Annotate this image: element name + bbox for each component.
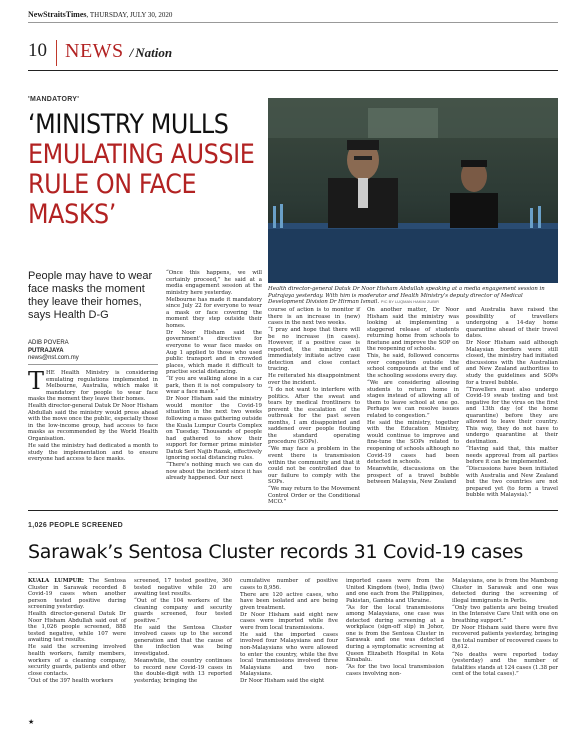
story2-lead: KUALA LUMPUR: The Sentosa Cluster in Sarawak recorded 8 Covid-19 cases when another person tested positive during screening yesterday. [28, 578, 126, 611]
body-paragraph: There are 120 active cases, who have been isolated and are being given treatment. [240, 591, 338, 611]
body-paragraph: He said the imported cases involved four Malaysians and four non-Malaysians who were allowed to enter the country, while the five local transmissions involved three Malaysians and two non-Malaysians. [240, 631, 338, 678]
body-paragraph: course of action is to monitor if there is an increase in (new) cases in the next two weeks. [268, 307, 360, 327]
story1-column-4 [367, 307, 459, 486]
body-paragraph: He said the ministry had dedicated a month to study the implementation and to ensure everyone had access to face masks. [28, 443, 158, 463]
star-icon: ★ [28, 718, 35, 726]
body-paragraph: “Out of the 397 health workers [28, 677, 114, 684]
story2-headline: Sarawak’s Sentosa Cluster records 31 Covid-19 cases [28, 541, 523, 563]
top-rule [28, 22, 558, 23]
story1-kicker: 'MANDATORY' [28, 96, 80, 103]
body-paragraph: Dr Noor Hisham said the eight [240, 678, 325, 685]
dropcap: T [28, 367, 45, 395]
body-paragraph: He said the Sentosa Cluster involved cases up to the second generation and that the cause of the infection was being investigated. [134, 624, 232, 658]
body-paragraph: “We may return to the Movement Control Order or the Conditional MCO.” [268, 486, 360, 506]
byline [28, 340, 158, 363]
page-header [28, 40, 558, 70]
body-paragraph: He said the ministry, together with the Education Ministry, would continue to improve and fine-tune the SOPs related to reopening of schools although no Covid-19 cases had been detected in schools. [367, 419, 459, 466]
story1-headline [28, 110, 263, 230]
body-paragraph: Dr Noor Hisham said there were five recovered patients yesterday, bringing the total number of recovered cases to 8,612. [452, 624, 558, 651]
story1-column-1 [28, 367, 158, 463]
body-paragraph: “No deaths were reported today (yesterday) and the number of fatalities stands at 124 cases (1.38 per cent of the total cases).” [452, 651, 558, 678]
body-paragraph: “Discussions have been initiated with Australia and New Zealand but the two countries are not prepared yet (to form a travel bubble with Malaysia).” [466, 466, 558, 499]
body-paragraph: Meanwhile, the country continues to record new Covid-19 cases in the double-digit with 13 reported yesterday, bringing the [134, 658, 232, 684]
body-paragraph: “I pray and hope that there will be no increase (in cases). However, if a positive case is reported, the ministry will immediately initiate active case detection and close contact tracing. [268, 327, 360, 373]
photo-credit: PIC BY LUQMAN HAKIM ZUBIR [380, 299, 439, 305]
story2-column-5 [452, 578, 558, 678]
body-paragraph: and Australia have raised the possibility of travellers undergoing a 14-day home quarantine ahead of their travel dates. [466, 307, 558, 340]
body-paragraph: Meanwhile, discussions on the prospect of a travel bubble between Malaysia, New Zealand [367, 466, 459, 486]
byline-place: PUTRAJAYA [28, 347, 64, 354]
body-paragraph: “I do not want to interfere with politics. After the sweat and tears by medical frontliners to prevent the escalation of the outbreak for the past seven months, I am disappointed and saddened over people flouting the standard operating procedure (SOPs). [268, 387, 360, 446]
body-paragraph: “Having said that, this matter needs approval from all parties before it can be implemented. [466, 445, 558, 466]
body-paragraph: He reiterated his disappointment over the incident. [268, 373, 360, 387]
body-paragraph: On another matter, Dr Noor Hisham said the ministry was looking at implementing a staggered release of students returning home from schools to finetune and improve the SOP on the reopening of schools. [367, 307, 459, 353]
body-paragraph: Dr Noor Hisham said eight new cases were imported while five were from local transmissions. [240, 611, 338, 631]
headline-line-red: EMULATING AUSSIE RULE ON FACE MASKS’ [28, 139, 255, 230]
body-paragraph: Melbourne has made it mandatory since July 22 for everyone to wear a mask or face covering the moment they step outside their homes. [166, 296, 262, 329]
body-paragraph: “Only two patients are being treated in the Intensive Care Unit with one on breathing support.” [452, 604, 558, 624]
body-paragraph: “Travellers must also undergo Covid-19 swab testing and test negative for the virus on the first and 13th day (of the home quarantine) before they are allowed to leave their country. This way, they do not have to undergo quarantine at their destination. [466, 386, 558, 445]
body-paragraph: He said the screening involved health workers, family members, workers of a cleaning company, security guards, patients and other close contacts. [28, 644, 126, 677]
header-rule [28, 70, 558, 71]
story1-column-5 [466, 307, 558, 499]
body-paragraph: imported cases were from the United Kingdom (two), India (two) and one each from the Philippines, Pakistan, Gambia and Ukraine. [346, 578, 444, 604]
body-paragraph: screened, 17 tested positive, 360 tested negative while 20 are awaiting test results. [134, 578, 232, 598]
body-paragraph: “Once this happens, we will certainly proceed,” he said at a media engagement session at the ministry here yesterday. [166, 270, 262, 296]
photo-illustration [268, 98, 558, 283]
body-paragraph: “There’s nothing much we can do now about the incident since it has already happened. Our next [166, 462, 262, 482]
section-slash: / [129, 45, 134, 60]
story2-headline-rule [28, 572, 558, 573]
body-paragraph: “As for the two local transmission cases involving non- [346, 664, 444, 677]
body-paragraph: “If you are walking alone in a car park, then it is not compulsory to wear a face mask.” [166, 376, 262, 396]
story2-column-2 [134, 578, 232, 684]
photo-caption [268, 286, 558, 306]
section-name: NEWS [65, 40, 124, 62]
story2-kicker: 1,026 PEOPLE SCREENED [28, 522, 123, 529]
story-photo [268, 98, 558, 283]
body-paragraph: Dr Noor Hisham said although Malaysian borders were still closed, the ministry had initiated discussions with the Australian and New Zealand authorities to study the guidelines and SOPs for a travel bubble. [466, 340, 558, 386]
body-paragraph: Health director-general Datuk Dr Noor Hisham Abdullah said out of the 1,026 people screened, 888 tested negative, while 107 were awaiting test results. [28, 611, 126, 644]
masthead: NewStraitsTimes, THURSDAY, JULY 30, 2020 [28, 10, 173, 19]
story2-column-4 [346, 578, 444, 677]
paper-name: NewStraitsTimes [28, 10, 87, 19]
byline-rule [28, 364, 158, 365]
story2-column-3 [240, 578, 338, 685]
body-paragraph: Dr Noor Hisham said the government’s directive for everyone to wear face masks on Aug 1 applied to those who used public transport and in crowded places, which made it difficult to practise social distancing. [166, 329, 262, 376]
body-paragraph: Malaysians, one is from the Mambong Cluster in Sarawak and one was detected during the screening of illegal immigrants in Perlis. [452, 578, 558, 604]
story1-column-3 [268, 307, 360, 506]
body-paragraph: “Out of the 104 workers of the cleaning company and security guards screened, four tested positive.” [134, 598, 232, 624]
standfirst: People may have to wear face masks the moment they leave their homes, says Health D-G [28, 270, 153, 321]
story2-column-1 [28, 578, 126, 684]
body-paragraph: “We are considering allowing students to return home in stages instead of allowing all of them to leave school at one go. Perhaps we can resolve issues related to congestion.” [367, 380, 459, 419]
body-paragraph: “We may face a problem in the event there is transmission within the community and that it could not be controlled due to our failure to comply with the SOPs. [268, 446, 360, 486]
issue-date: THURSDAY, JULY 30, 2020 [89, 11, 173, 19]
story1-lead: THE Health Ministry is considering emulating regulations implemented in Melbourne, Australia, which make it mandatory for people to wear face masks the moment they leave their homes. [28, 367, 158, 403]
header-divider [56, 40, 57, 66]
story1-column-2 [166, 270, 262, 482]
body-paragraph: Dr Noor Hisham said the ministry would monitor the Covid-19 situation in the next two weeks following a mass gathering outside the Kuala Lumpur Courts Complex on Tuesday. Thousands of people had gathered to show their support for former prime minister Datuk Seri Najib Razak, effectively ignoring social distancing rules. [166, 396, 262, 462]
headline-line-black: ‘MINISTRY MULLS [28, 109, 229, 140]
subsection-name: Nation [135, 45, 173, 60]
body-paragraph: This, he said, followed concerns over congestion outside the school compounds at the end of the schooling sessions every day. [367, 353, 459, 379]
body-paragraph: “As for the local transmissions among Malaysians, one case was detected during screening at a workplace (sign-off slip) in Johor, one is from the Sentosa Cluster in Sarawak and one was detected during a symptomatic screening at Queen Elizabeth Hospital in Kota Kinabalu. [346, 604, 444, 664]
section-rule [28, 510, 558, 511]
dateline: KUALA LUMPUR: [28, 578, 84, 584]
byline-author: ADIB POVERA [28, 340, 69, 346]
page-number: 10 [28, 40, 47, 61]
body-paragraph: cumulative number of positive cases to 8,956. [240, 578, 338, 591]
body-paragraph: Health director-general Datuk Dr Noor Hisham Abdullah said the ministry would press ahead with the move once the public, especially those in the low-income group, had access to face masks as recommended by the World Health Organisation. [28, 403, 158, 442]
byline-email: news@nst.com.my [28, 355, 79, 361]
caption-text: Health director-general Datuk Dr Noor Hisham Abdullah speaking at a media engagement session in Putrajaya yesterday. With him is moderator and Health Ministry’s deputy director of Medical Development Division Dr Hirman Ismail. [268, 286, 545, 306]
